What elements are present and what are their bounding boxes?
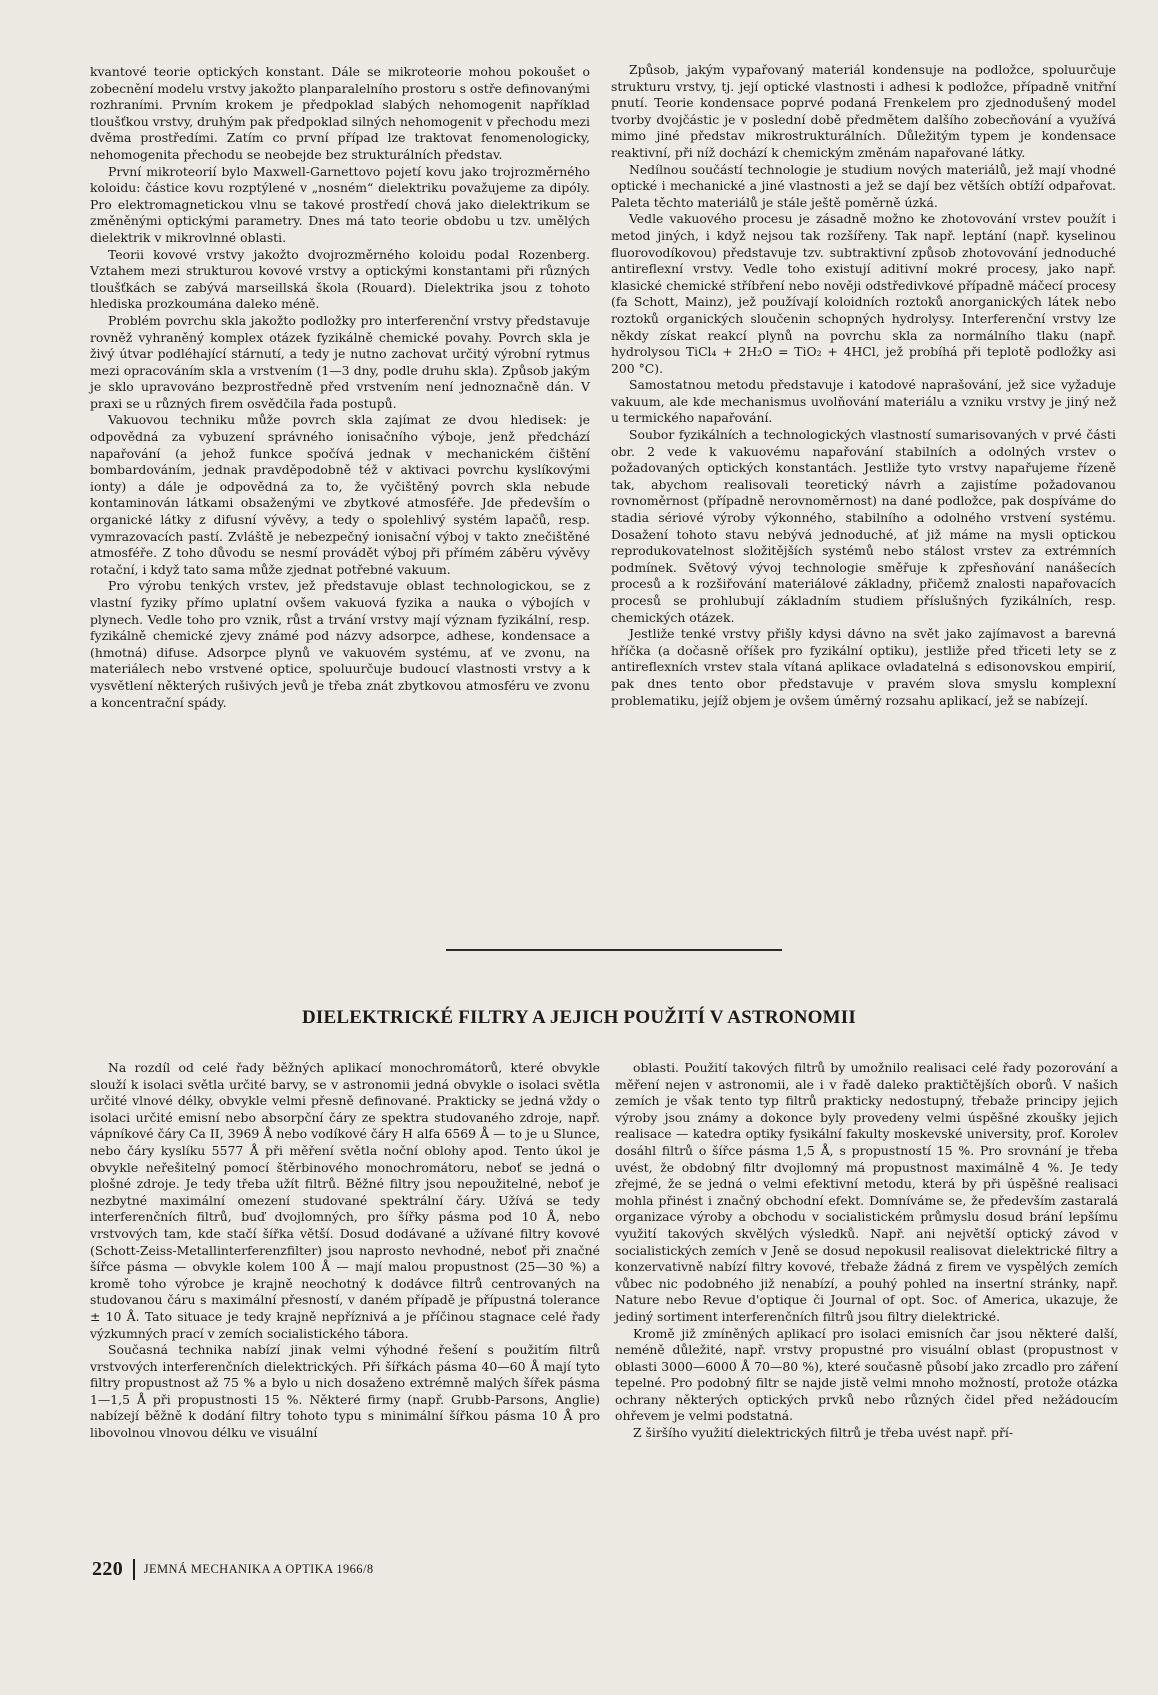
top-left-column: [90, 64, 590, 711]
paragraph: Nedílnou součástí technologie je studium nových materiálů, jež mají vhodné optické i mechanické a jiné vlastnosti a jež se dají bez větších obtíží odpařovat. Paleta těchto materiálů je stále ještě poměrně úzká.: [611, 161, 1116, 210]
paragraph: oblasti. Použití takových filtrů by umožnilo realisaci celé řady pozorování a měření nejen v astronomii, ale i v řadě daleko praktičtějších oborů. V našich zemích je však tento typ filtrů prakticky nedostupný, třebaže principy jejich výroby jsou známy a dokonce byly provedeny velmi úspěšné zkoušky jejich realisace — katedra optiky fysikální fakulty moskevské university, prof. Korolev dosáhl filtrů o šířce pásma 1,5 Å, s propustností 15 %. Pro srovnání je třeba uvést, že obdobný filtr dvojlomný má propustnost maximálně 4 %. Je tedy zřejmé, že se jedná o velmi efektivní metodu, která by při úspěšné realisaci mohla přinést i značný obchodní efekt. Domníváme se, že především zastaralá organizace výroby a obchodu v socialistickém průmyslu dosud brání lepšímu využití takových skvělých výsledků. Např. ani největší optický závod v socialistických zemích v Jeně se dosud nepokusil realisovat dielektrické filtry a konzervativně nabízí filtry kovové, třebaže žádná z firem ve vyspělých zemích vůbec nic podobného již nenabízí, a pouhý pohled na insertní stránky, např. Nature nebo Revue d'optique či Journal of opt. Soc. of America, ukazuje, že jediný sortiment interferenčních filtrů jsou filtry dielektrické.: [615, 1060, 1118, 1324]
paragraph: Způsob, jakým vypařovaný materiál kondensuje na podložce, spoluurčuje strukturu vrstvy, tj. její optické vlastnosti i adhesi k podložce, případně vnitřní pnutí. Teorie kondensace poprvé podaná Frenkelem pro zjednodušený model tvorby dvojčástic je v poslední době předmětem dalšího zobecňování a využívá mimo jiné představ mikrostrukturálních. Důležitým typem je kondensace reaktivní, při níž dochází k chemickým změnám napařované látky.: [611, 62, 1116, 160]
footer-separator: [133, 1559, 135, 1580]
journal-name: JEMNÁ MECHANIKA A OPTIKA 1966/8: [143, 1562, 374, 1576]
bottom-right-column: [615, 1060, 1118, 1442]
paragraph: Na rozdíl od celé řady běžných aplikací monochromátorů, které obvykle slouží k isolaci světla určité barvy, se v astronomii jedná obvykle o isolaci světla určité vlnové délky, obvykle velmi přesně definované. Prakticky se jedná vždy o isolaci určité emisní nebo absorpční čáry ze spektra studovaného zdroje, např. vápníkové čáry Ca II, 3969 Å nebo vodíkové čáry H alfa 6569 Å — to je u Slunce, nebo čáry kyslíku 5577 Å při měření světla noční oblohy apod. Tento úkol je obvykle neřešitelný pomocí štěrbinového monochromátoru, neboť se jedná o plošné zdroje. Je tedy třeba užít filtrů. Běžné filtry jsou nepoužitelné, neboť je nezbytné maximální omezení studované spektrální čáry. Užívá se tedy interferenčních filtrů, buď dvojlomných, pro šířky pásma pod 10 Å, nebo vrstvových tam, kde stačí šířka větší. Dosud dodávané a užívané filtry kovové (Schott-Zeiss-Metallinterferenzfilter) jsou naprosto nevhodné, neboť při značné šířce pásma — obvykle kolem 100 Å — mají malou propustnost (25—30 %) a kromě toho výrobce je krajně neochotný k dodávce filtrů centrovaných na studovanou čáru s maximální přesností, v daném případě je přípustná tolerance ± 10 Å. Tato situace je tedy krajně nepříznivá a je příčinou stagnace celé řady výzkumných prací v zemích socialistického tábora.: [90, 1060, 600, 1341]
section-divider: [446, 949, 782, 951]
paragraph: První mikroteorií bylo Maxwell-Garnettovo pojetí kovu jako trojrozměrného koloidu: částice kovu rozptýlené v „nosném“ dielektriku považujeme za dipóly. Pro elektromagnetickou vlnu se takové prostředí chová jako dielektrikum se změněnými optickými parametry. Dnes má tato teorie obdobu u tzv. umělých dielektrik v mikrovlnné oblasti.: [90, 163, 590, 245]
paragraph: Vedle vakuového procesu je zásadně možno ke zhotovování vrstev použít i metod jiných, i když nejsou tak rozšířeny. Tak např. leptání (např. kyselinou fluorovodíkovou) představuje tzv. subtraktivní způsob zhotovování jednoduché antireflexní vrstvy. Vedle toho existují aditivní mokré procesy, jako např. klasické chemické stříbření nebo nověji odstředivkové případně máčecí procesy (fa Schott, Mainz), jež používají koloidních roztoků anorganických látek nebo roztoků organických sloučenin schopných hydrolysy. Interferenční vrstvy lze někdy získat reakcí plynů na povrchu skla za normálního tlaku (např. hydrolysou TiCl₄ + 2H₂O = TiO₂ + 4HCl, jež probíhá při teplotě podložky asi 200 °C).: [611, 211, 1116, 376]
page-footer: [92, 1558, 373, 1581]
paragraph: Vakuovou techniku může povrch skla zajímat ze dvou hledisek: je odpovědná za vybuzení správného ionisačního výboje, jenž předchází napařování (a jehož funkce spočívá jednak v mechanickém čištění bombardováním, jednak pravděpodobně též v aktivaci povrchu kyslíkovými ionty) a dále je odpovědná za to, že vyčištěný povrch skla nebude kontaminován látkami obsaženými ve zbytkové atmosféře. Jde především o organické látky z difusní vývěvy, a tedy o spolehlivý systém lapačů, resp. vymrazovacích pastí. Zvláště je nebezpečný ionisační výboj v takto znečištěné atmosféře. Z toho důvodu se nesmí provádět výboj při přímém záběru vývěvy rotační, i když tato sama může zjednat potřebné vakuum.: [90, 412, 590, 577]
paragraph: kvantové teorie optických konstant. Dále se mikroteorie mohou pokoušet o zobecnění modelu vrstvy jakožto planparalelního prostoru s ostře definovanými rozhraními. Prvním krokem je předpoklad slabých nehomogenit například tloušťkou vrstvy, druhým pak předpoklad silných nehomogenit v přechodu mezi dvěma prostředími. Zatím co první případ lze traktovat fenomenologicky, nehomogenita přechodu se neobejde bez strukturálních představ.: [90, 64, 590, 162]
paragraph: Teorii kovové vrstvy jakožto dvojrozměrného koloidu podal Rozenberg. Vztahem mezi strukturou kovové vrstvy a optickými konstantami při různých tloušťkách se zabývá marseillská škola (Rouard). Dielektrika jsou z tohoto hlediska prozkoumána daleko méně.: [90, 246, 590, 312]
paragraph: Pro výrobu tenkých vrstev, jež představuje oblast technologickou, se z vlastní fyziky přímo uplatní ovšem vakuová fyzika a nauka o výbojích v plynech. Vedle toho pro vznik, růst a trvání vrstvy mají význam fyzikální, resp. fyzikálně chemické zjevy známé pod názvy adsorpce, adhese, kondensace a (hmotná) difuse. Adsorpce plynů ve vakuovém systému, ať ve zvonu, na materiálech nebo vrstvené optice, spoluurčuje budoucí vlastnosti vrstvy a k vysvětlení některých rušivých jevů je třeba znát zbytkovou atmosféru ve zvonu a koncentrační spády.: [90, 578, 590, 710]
article-title: DIELEKTRICKÉ FILTRY A JEJICH POUŽITÍ V ASTRONOMII: [302, 1007, 856, 1028]
paragraph: Problém povrchu skla jakožto podložky pro interferenční vrstvy představuje rovněž vyhraněný komplex otázek fyzikálně chemické povahy. Povrch skla je živý útvar podléhající stárnutí, a tedy je nutno zachovat určitý výrobní rytmus mezi opracováním skla a vrstvením (1—3 dny, podle druhu skla). Způsob jakým je sklo upravováno bezprostředně před vrstvením není jednoznačně dán. V praxi se u různých firem osvědčila řada postupů.: [90, 312, 590, 411]
bottom-left-column: [90, 1060, 600, 1442]
page-number: 220: [92, 1558, 124, 1580]
top-right-column: [611, 62, 1116, 709]
paragraph: Soubor fyzikálních a technologických vlastností sumarisovaných v prvé části obr. 2 vede k vakuovému napařování stabilních a odolných vrstev o požadovaných optických konstantách. Jestliže tyto vrstvy napařujeme řízeně tak, abychom realisovali teoretický návrh a zajistíme požadovanou rovnoměrnost (případně nerovnoměrnost) na dané podložce, pak dospíváme do stadia sériové výroby výkonného, stabilního a odolného vrstvení systému. Dosažení tohoto stavu nebývá jednoduché, ať již máme na mysli optickou reprodukovatelnost složitějších systémů nebo stálost vrstev za extrémních podmínek. Světový vývoj technologie směřuje k zpřesňování nanášecích procesů a k rozšiřování materiálové základny, přičemž znalosti napařovacích procesů se prohlubují základním studiem příslušných fyzikálních, resp. chemických otázek.: [611, 427, 1116, 625]
paragraph: Současná technika nabízí jinak velmi výhodné řešení s použitím filtrů vrstvových interferenčních dielektrických. Při šířkách pásma 40—60 Å mají tyto filtry propustnost až 75 % a bylo u nich dosaženo extrémně malých šířek pásma 1—1,5 Å při propustnosti 15 %. Některé firmy (např. Grubb-Parsons, Anglie) nabízejí běžně k dodání filtry tohoto typu s minimální šířkou pásma 10 Å pro libovolnou vlnovou délku ve visuální: [90, 1342, 600, 1441]
paragraph: Z širšího využití dielektrických filtrů je třeba uvést např. pří-: [633, 1425, 1014, 1441]
paragraph: Kromě již zmíněných aplikací pro isolaci emisních čar jsou některé další, neméně důležité, např. vrstvy propustné pro visuální oblast (propustnost v oblasti 3000—6000 Å 70—80 %), které současně působí jako zrcadlo pro záření tepelné. Pro podobný filtr se najde jistě velmi mnoho možností, protože otázka ochrany některých optických prvků nebo různých čidel před nežádoucím ohřevem je velmi podstatná.: [615, 1325, 1118, 1424]
paragraph: Samostatnou metodu představuje i katodové naprašování, jež sice vyžaduje vakuum, ale kde mechanismus uvolňování materiálu a vzniku vrstvy je jiný než u termického napařování.: [611, 377, 1116, 426]
paragraph: Jestliže tenké vrstvy přišly kdysi dávno na svět jako zajímavost a barevná hříčka (a dočasně oříšek pro fyzikální optiku), jestliže před třiceti lety se z antireflexních vrstev stala vítaná aplikace ovladatelná s edisonovskou empirií, pak dnes tento obor představuje v pravém slova smyslu komplexní problematiku, jejíž objem je ovšem úměrný rozsahu aplikací, jež se nabízejí.: [611, 626, 1116, 708]
